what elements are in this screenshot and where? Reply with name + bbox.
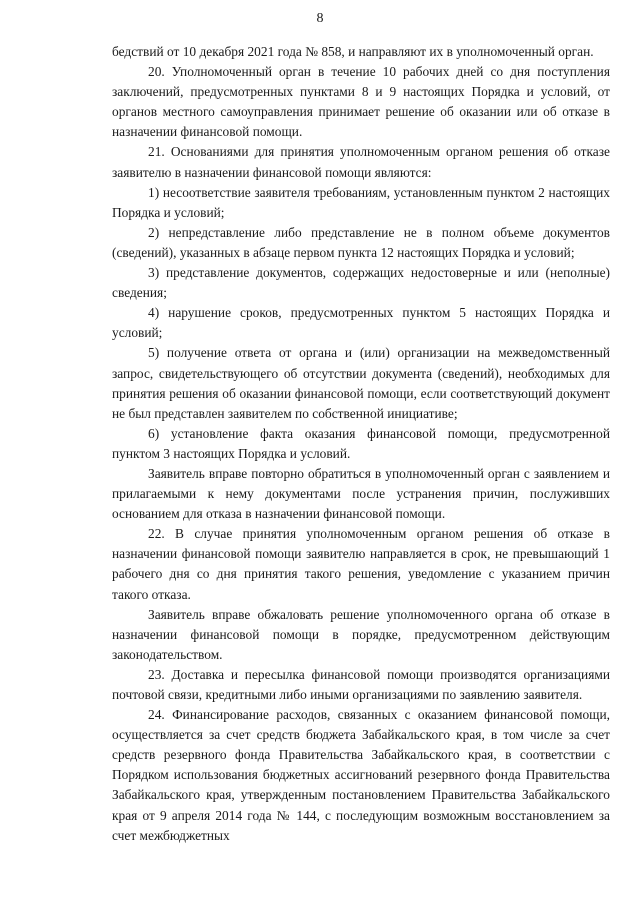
paragraph: 24. Финансирование расходов, связанных с оказанием финансовой помощи, осуществляется за счет средств бюджета Забайкальского края, в том числе за счет средств резервного фонда Правительства Забайкальского края, в соответствии с Порядком использования бюджетных ассигнований резервного фонда Правительства Забайкальского края, утвержденным постановлением Правительства Забайкальского края от 9 апреля 2014 года № 144, с последующим возможным восстановлением за счет межбюджетных: [112, 707, 610, 843]
list-item: 2) непредставление либо представление не в полном объеме документов (сведений), указанных в абзаце первом пункта 12 настоящих Порядка и условий;: [112, 224, 610, 260]
paragraph: 22. В случае принятия уполномоченным органом решения об отказе в назначении финансовой помощи заявителю направляется в срок, не превышающий 1 рабочего дня со дня принятия такого решения, уведомление с указанием причин такого отказа.: [112, 526, 610, 602]
paragraph: Заявитель вправе обжаловать решение уполномоченного органа об отказе в назначении финансовой помощи в порядке, предусмотренном действующим законодательством.: [112, 606, 610, 662]
page-number: 8: [316, 11, 324, 26]
paragraph: 20. Уполномоченный орган в течение 10 рабочих дней со дня поступления заключений, предусмотренных пунктами 8 и 9 настоящих Порядка и условий, от органов местного самоуправления принимает решение об оказании или об отказе в назначении финансовой помощи.: [112, 64, 610, 140]
paragraph: бедствий от 10 декабря 2021 года № 858, и направляют их в уполномоченный орган.: [112, 44, 594, 59]
document-body: [112, 42, 610, 846]
paragraph: 23. Доставка и пересылка финансовой помощи производятся организациями почтовой связи, кредитными либо иными организациями по заявлению заявителя.: [112, 666, 610, 702]
paragraph: 21. Основаниями для принятия уполномоченным органом решения об отказе заявителю в назначении финансовой помощи являются:: [112, 144, 610, 180]
list-item: 1) несоответствие заявителя требованиям, установленным пунктом 2 настоящих Порядка и условий;: [112, 184, 610, 220]
list-item: 6) установление факта оказания финансовой помощи, предусмотренной пунктом 3 настоящих Порядка и условий.: [112, 425, 610, 461]
paragraph: Заявитель вправе повторно обратиться в уполномоченный орган с заявлением и прилагаемыми к нему документами после устранения причин, послуживших основанием для отказа в назначении финансовой помощи.: [112, 465, 610, 522]
list-item: 3) представление документов, содержащих недостоверные и или (неполные) сведения;: [112, 265, 610, 301]
list-item: 5) получение ответа от органа и (или) организации на межведомственный запрос, свидетельствующего об отсутствии документа (сведений), необходимых для принятия решения об оказании финансовой помощи, если соответствующий документ не был представлен заявителем по собственной инициативе;: [112, 345, 610, 421]
list-item: 4) нарушение сроков, предусмотренных пунктом 5 настоящих Порядка и условий;: [112, 305, 610, 341]
